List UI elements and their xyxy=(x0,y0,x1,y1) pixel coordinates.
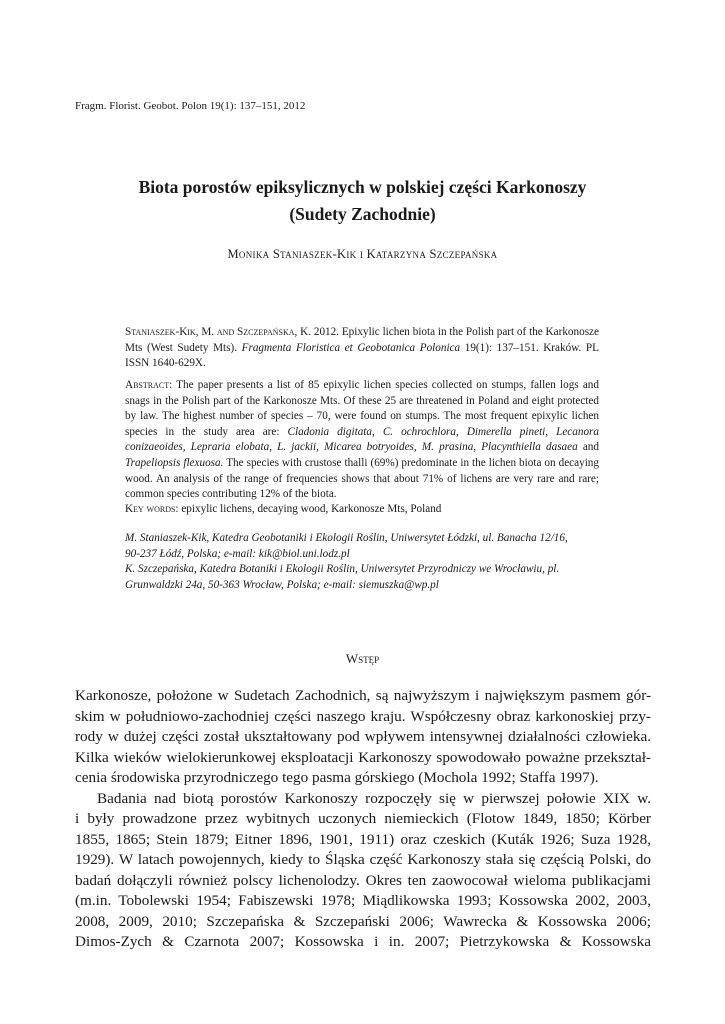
title-line-2: (Sudety Zachodnie) xyxy=(289,204,436,224)
p2-line: 1855, 1865; Stein 1879; Eitner 1896, 1901, 1911) oraz czeskich (Kuták 1926; Suza 1928, xyxy=(75,830,651,848)
p1-line: Kilka wieków wielokierunkowej eksploatacji Karkonoszy spowodowało poważne przekształ- xyxy=(75,748,651,766)
citation-tail: 19(1): 137–151. Kraków. PL ISSN 1640-629X. xyxy=(125,341,599,370)
paragraph-1 xyxy=(75,686,651,789)
p2-line: Dimos-Zych & Czarnota 2007; Kossowska i in. 2007; Pietrzykowska & Kossowska xyxy=(75,933,651,950)
abstract-species-2: Trapeliopsis flexuosa. xyxy=(125,456,224,469)
p2-line: i były prowadzone przez wybitnych uczonych niemieckich (Flotow 1849, 1850; Körber xyxy=(75,810,651,827)
author-list: Monika Staniaszek-Kik i Katarzyna Szczepańska xyxy=(227,247,498,261)
citation-journal: Fragmenta Floristica et Geobotanica Polonica xyxy=(241,341,461,354)
keywords-block xyxy=(125,502,599,518)
p2-line: 2008, 2009, 2010; Szczepańska & Szczepański 2006; Wawrecka & Kossowska 2006; xyxy=(75,912,651,930)
abstract-species: Cladonia digitata, C. ochrochlora, Dimerella pineti, Lecanora conizaeoides, Lepraria elobata, L. jackii, Micarea botryoides, M. prasina, Placynthiella dasaea xyxy=(125,425,599,454)
title-line-1: Biota porostów epiksylicznych w polskiej części Karkonoszy xyxy=(138,177,587,197)
citation-text: 2012. Epixylic lichen biota in the Polish part of the Karkonosze Mts (West Sudety Mts). xyxy=(125,326,599,354)
address-line-4: Grunwaldzki 24a, 50-363 Wrocław, Polska; e-mail: siemuszka@wp.pl xyxy=(125,578,439,591)
address-line-1: M. Staniaszek-Kik, Katedra Geobotaniki i Ekologii Roślin, Uniwersytet Łódzki, ul. Banacha 12/16, xyxy=(125,532,568,544)
journal-reference: Fragm. Florist. Geobot. Polon 19(1): 137–151, 2012 xyxy=(75,100,306,112)
article-title xyxy=(0,174,725,228)
abstract-block xyxy=(125,378,599,503)
body-text xyxy=(75,686,651,953)
citation-block xyxy=(125,325,599,372)
p1-line: Karkonosze, położone w Sudetach Zachodnich, są najwyższym i największym pasmem gór- xyxy=(75,687,651,704)
author-addresses xyxy=(125,531,599,593)
p2-line: Badania nad biotą porostów Karkonoszy rozpoczęły się w pierwszej połowie XIX w. xyxy=(97,789,651,807)
p1-line: skim w południowo-zachodniej części naszego kraju. Współczesny obraz karkonoskiej przy- xyxy=(75,707,651,725)
address-line-3: K. Szczepańska, Katedra Botaniki i Ekologii Roślin, Uniwersytet Przyrodniczy we Wrocławiu, pl. xyxy=(125,563,560,576)
p1-line: cenia środowiska przyrodniczego tego pasma górskiego (Mochola 1992; Staffa 1997). xyxy=(75,769,599,786)
citation-authors: Staniaszek-Kik, M. and Szczepańska, K. xyxy=(125,326,312,338)
section-heading: Wstęp xyxy=(345,651,380,666)
abstract-label: Abstract: xyxy=(125,379,173,391)
address-line-2: 90-237 Łódź, Polska; e-mail: kik@biol.uni.lodz.pl xyxy=(125,547,350,560)
p2-line: (m.in. Tobolewski 1954; Fabiszewski 1978; Miądlikowska 1993; Kossowska 2002, 2003, xyxy=(75,892,651,909)
p2-line: badań dołączyli również polscy lichenolodzy. Okres ten zaowocował wieloma publikacjami xyxy=(75,871,651,889)
p1-line: rody w dużej części został ukształtowany pod wpływem intensywnej działalności człowieka. xyxy=(75,728,651,745)
keywords-text: epixylic lichens, decaying wood, Karkonosze Mts, Poland xyxy=(178,503,442,515)
p2-line: 1929). W latach powojennych, kiedy to Śląska część Karkonoszy stała się częścią Polski, do xyxy=(75,851,651,868)
keywords-label: Key words: xyxy=(125,503,179,515)
abstract-text-2: The species with crustose thalli (69%) predominate in the lichen biota on decaying wood. An analysis of the range of frequencies shows that about 71% of lichens are very rare and rare; common species contributing 12% of the biota. xyxy=(125,456,599,501)
abstract-and: and xyxy=(577,441,599,454)
abstract-text-1: The paper presents a list of 85 epixylic lichen species collected on stumps, fallen logs and snags in the Polish part of the Karkonosze Mts. Of these 25 are threatened in Poland and eight protected by law. The highest number of species – 70, were found on stumps. The most frequent epixylic lichen species in the study area are: xyxy=(125,379,599,438)
paragraph-2 xyxy=(75,789,651,953)
